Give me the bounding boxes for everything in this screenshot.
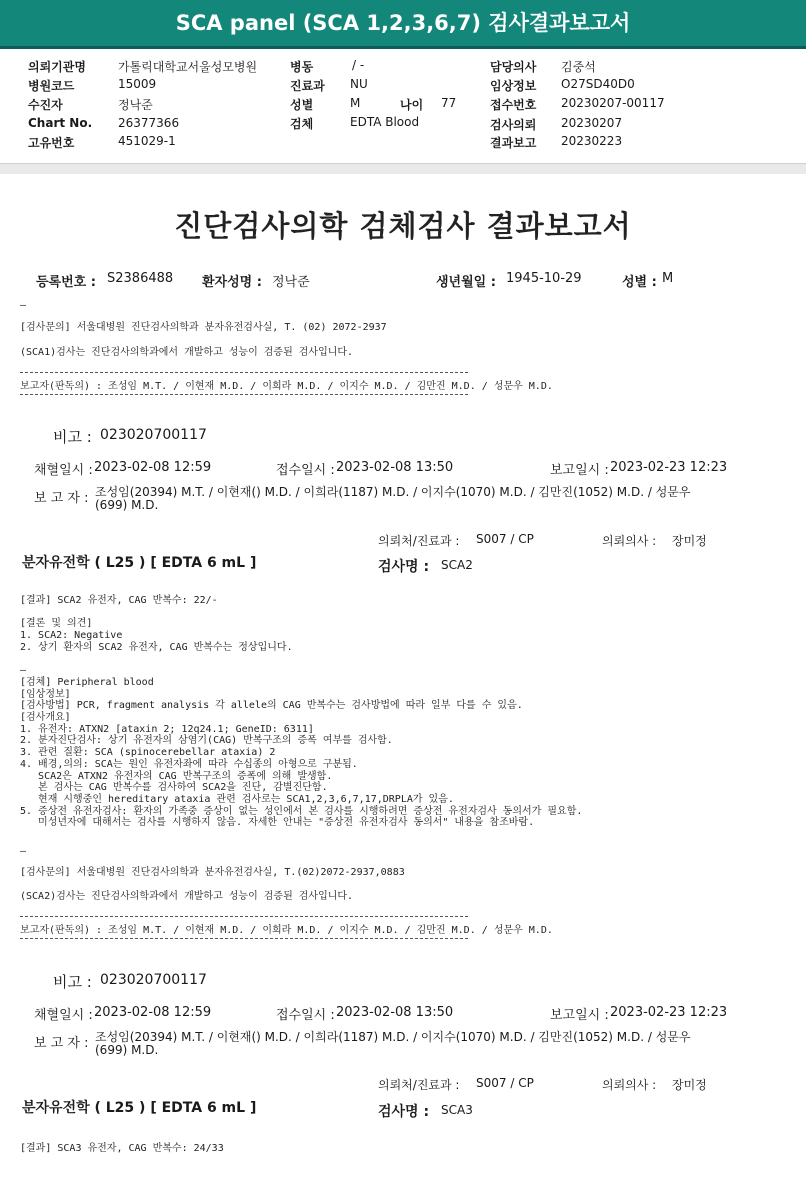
reporter-line: (699) M.D. <box>95 1043 159 1057</box>
report-line: 1. 유전자: ATXN2 [ataxin 2; 12q24.1; GeneID: 6311] <box>20 723 314 735</box>
dash-mark: — <box>20 300 27 311</box>
reg-no-label: 등록번호 : <box>36 275 96 290</box>
reporter-line: 조성임(20394) M.T. / 이현재() M.D. / 이희라(1187) M.D. / 이지수(1070) M.D. / 김만진(1052) M.D. / 성문우 <box>95 485 691 499</box>
collect-value: 2023-02-08 12:59 <box>94 460 212 475</box>
dev-note: (SCA1)검사는 진단검사의학과에서 개발하고 성능이 검증된 검사입니다. <box>20 347 354 358</box>
report-line: 2. 상기 환자의 SCA2 유전자, CAG 반복수는 정상입니다. <box>20 641 293 653</box>
info-value: 15009 <box>118 77 157 91</box>
report-line: [검사개요] <box>20 712 71 724</box>
doctor-value: 장미정 <box>672 1078 707 1092</box>
dev-note: (SCA2)검사는 진단검사의학과에서 개발하고 성능이 검증된 검사입니다. <box>20 891 354 902</box>
info-label: 병동 <box>290 60 314 74</box>
info-label: 검사의뢰 <box>490 118 537 132</box>
info-value: 77 <box>441 96 457 110</box>
info-label: 수진자 <box>28 98 63 112</box>
section-title: 분자유전학 ( L25 ) [ EDTA 6 mL ] <box>22 555 257 571</box>
report-line: [임상정보] <box>20 688 71 700</box>
info-label: 임상정보 <box>490 79 537 93</box>
info-value: 26377366 <box>118 116 180 130</box>
info-value: 20230223 <box>561 134 623 148</box>
report-value: 2023-02-23 12:23 <box>610 1005 728 1020</box>
info-label: 결과보고 <box>490 136 537 150</box>
sex-label: 성별 : <box>622 275 657 290</box>
inquiry-line: [검사문의] 서울대병원 진단검사의학과 분자유전검사실, T.(02)2072-2937,0883 <box>20 867 405 878</box>
divider <box>20 938 468 939</box>
testname-value: SCA3 <box>441 1103 473 1117</box>
info-label: 진료과 <box>290 79 325 93</box>
reporters-line: 보고자(판독의) : 조성임 M.T. / 이현재 M.D. / 이희라 M.D. / 이지수 M.D. / 김만진 M.D. / 성문우 M.D. <box>20 381 553 392</box>
doctor-label: 의뢰의사 : <box>602 1078 657 1092</box>
report-label: 보고일시 : <box>550 463 609 478</box>
dept-value: S007 / CP <box>476 1076 534 1090</box>
testname-label: 검사명 : <box>378 559 430 575</box>
info-label: 의뢰기관명 <box>28 60 86 74</box>
info-value: 김중석 <box>561 60 596 74</box>
reg-no-value: S2386488 <box>107 271 174 286</box>
info-label: 나이 <box>400 98 424 112</box>
info-value: M <box>350 96 361 110</box>
info-label: 성별 <box>290 98 314 112</box>
report-line: 2. 분자진단검사: 상기 유전자의 삼염기(CAG) 반복구조의 증폭 여부를 검사함. <box>20 735 393 747</box>
collect-label: 채혈일시 : <box>34 1008 93 1023</box>
sex-value: M <box>662 271 674 286</box>
doctor-value: 장미정 <box>672 534 707 548</box>
dept-label: 의뢰처/진료과 : <box>378 534 460 548</box>
report-line: SCA2은 ATXN2 유전자의 CAG 반복구조의 증폭에 의해 발생함. <box>20 770 333 782</box>
sca2-report-body <box>20 595 582 829</box>
dash-mark: — <box>20 846 27 857</box>
report-header: SCA panel (SCA 1,2,3,6,7) 검사결과보고서 <box>0 0 806 49</box>
receive-value: 2023-02-08 13:50 <box>336 460 454 475</box>
section-separator <box>0 163 806 174</box>
reporters-line: 보고자(판독의) : 조성임 M.T. / 이현재 M.D. / 이희라 M.D. / 이지수 M.D. / 김만진 M.D. / 성문우 M.D. <box>20 925 553 936</box>
report-line: 미성년자에 대해서는 검사를 시행하지 않음. 자세한 안내는 "증상전 유전자검사 동의서" 내용을 참조바람. <box>20 817 535 829</box>
receive-label: 접수일시 : <box>276 463 335 478</box>
bigo-value: 023020700117 <box>100 972 207 988</box>
bigo-label: 비고 : <box>53 973 92 991</box>
report-value: 2023-02-23 12:23 <box>610 460 728 475</box>
report-line: [결과] SCA2 유전자, CAG 반복수: 22/- <box>20 595 218 606</box>
info-value: NU <box>350 77 368 91</box>
report-line <box>20 607 582 619</box>
divider <box>20 916 468 917</box>
info-value: 정낙준 <box>118 98 153 112</box>
dob-label: 생년월일 : <box>436 275 496 290</box>
info-label: 접수번호 <box>490 98 537 112</box>
info-value: / - <box>352 58 365 72</box>
report-line: [검사방법] PCR, fragment analysis 각 allele의 CAG 반복수는 검사방법에 따라 일부 다를 수 있음. <box>20 700 523 712</box>
info-label: 고유번호 <box>28 136 75 150</box>
info-value: 20230207-00117 <box>561 96 665 110</box>
testname-value: SCA2 <box>441 558 473 572</box>
section-title: 분자유전학 ( L25 ) [ EDTA 6 mL ] <box>22 1100 257 1116</box>
doctor-label: 의뢰의사 : <box>602 534 657 548</box>
info-value: 451029-1 <box>118 134 176 148</box>
info-value: O27SD40D0 <box>561 77 635 91</box>
scanned-report-page <box>0 174 806 1190</box>
collect-label: 채혈일시 : <box>34 463 93 478</box>
report-line: 본 검사는 CAG 반복수를 검사하여 SCA2을 진단, 감별진단함. <box>20 782 328 794</box>
report-line: [결론 및 의견] <box>20 618 93 630</box>
reporter-line: 조성임(20394) M.T. / 이현재() M.D. / 이희라(1187) M.D. / 이지수(1070) M.D. / 김만진(1052) M.D. / 성문우 <box>95 1030 691 1044</box>
patient-info-panel <box>0 49 806 161</box>
info-value: 20230207 <box>561 116 623 130</box>
collect-value: 2023-02-08 12:59 <box>94 1005 212 1020</box>
testname-label: 검사명 : <box>378 1104 430 1120</box>
reporter-label: 보 고 자 : <box>34 491 89 506</box>
report-line: [검체] Peripheral blood <box>20 676 154 688</box>
report-line: — <box>20 665 27 677</box>
report-label: 보고일시 : <box>550 1008 609 1023</box>
reporter-line: (699) M.D. <box>95 498 159 512</box>
report-line: 3. 관련 질환: SCA (spinocerebellar ataxia) 2 <box>20 747 276 759</box>
inquiry-line: [검사문의] 서울대병원 진단검사의학과 분자유전검사실, T. (02) 2072-2937 <box>20 322 387 333</box>
doc-title: 진단검사의학 검체검사 결과보고서 <box>174 209 632 243</box>
info-label: Chart No. <box>28 116 93 130</box>
info-label: 검체 <box>290 117 314 131</box>
info-label: 담당의사 <box>490 60 537 74</box>
bigo-label: 비고 : <box>53 428 92 446</box>
report-line: 4. 배경,의의: SCA는 원인 유전자좌에 따라 수십종의 아형으로 구분됨. <box>20 758 358 770</box>
report-line: 현재 시행중인 hereditary ataxia 관련 검사로는 SCA1,2,3,6,7,17,DRPLA가 있음. <box>20 793 454 805</box>
dept-label: 의뢰처/진료과 : <box>378 1078 460 1092</box>
info-value: 가톨릭대학교서울성모병원 <box>118 60 258 74</box>
receive-label: 접수일시 : <box>276 1008 335 1023</box>
info-label: 병원코드 <box>28 79 75 93</box>
report-line <box>20 654 582 666</box>
receive-value: 2023-02-08 13:50 <box>336 1005 454 1020</box>
bigo-value: 023020700117 <box>100 427 207 443</box>
divider <box>20 394 468 395</box>
reporter-label: 보 고 자 : <box>34 1036 89 1051</box>
dept-value: S007 / CP <box>476 532 534 546</box>
report-line: 1. SCA2: Negative <box>20 630 123 642</box>
info-value: EDTA Blood <box>350 115 420 129</box>
report-line: 5. 증상전 유전자검사: 환자의 가족중 증상이 없는 성인에서 본 검사를 시행하려면 증상전 유전자검사 동의서가 필요함. <box>20 805 583 817</box>
patient-name-label: 환자성명 : <box>202 275 262 290</box>
patient-name-value: 정낙준 <box>272 275 310 290</box>
sca3-result: [결과] SCA3 유전자, CAG 반복수: 24/33 <box>20 1143 224 1154</box>
dob-value: 1945-10-29 <box>506 271 582 286</box>
divider <box>20 372 468 373</box>
